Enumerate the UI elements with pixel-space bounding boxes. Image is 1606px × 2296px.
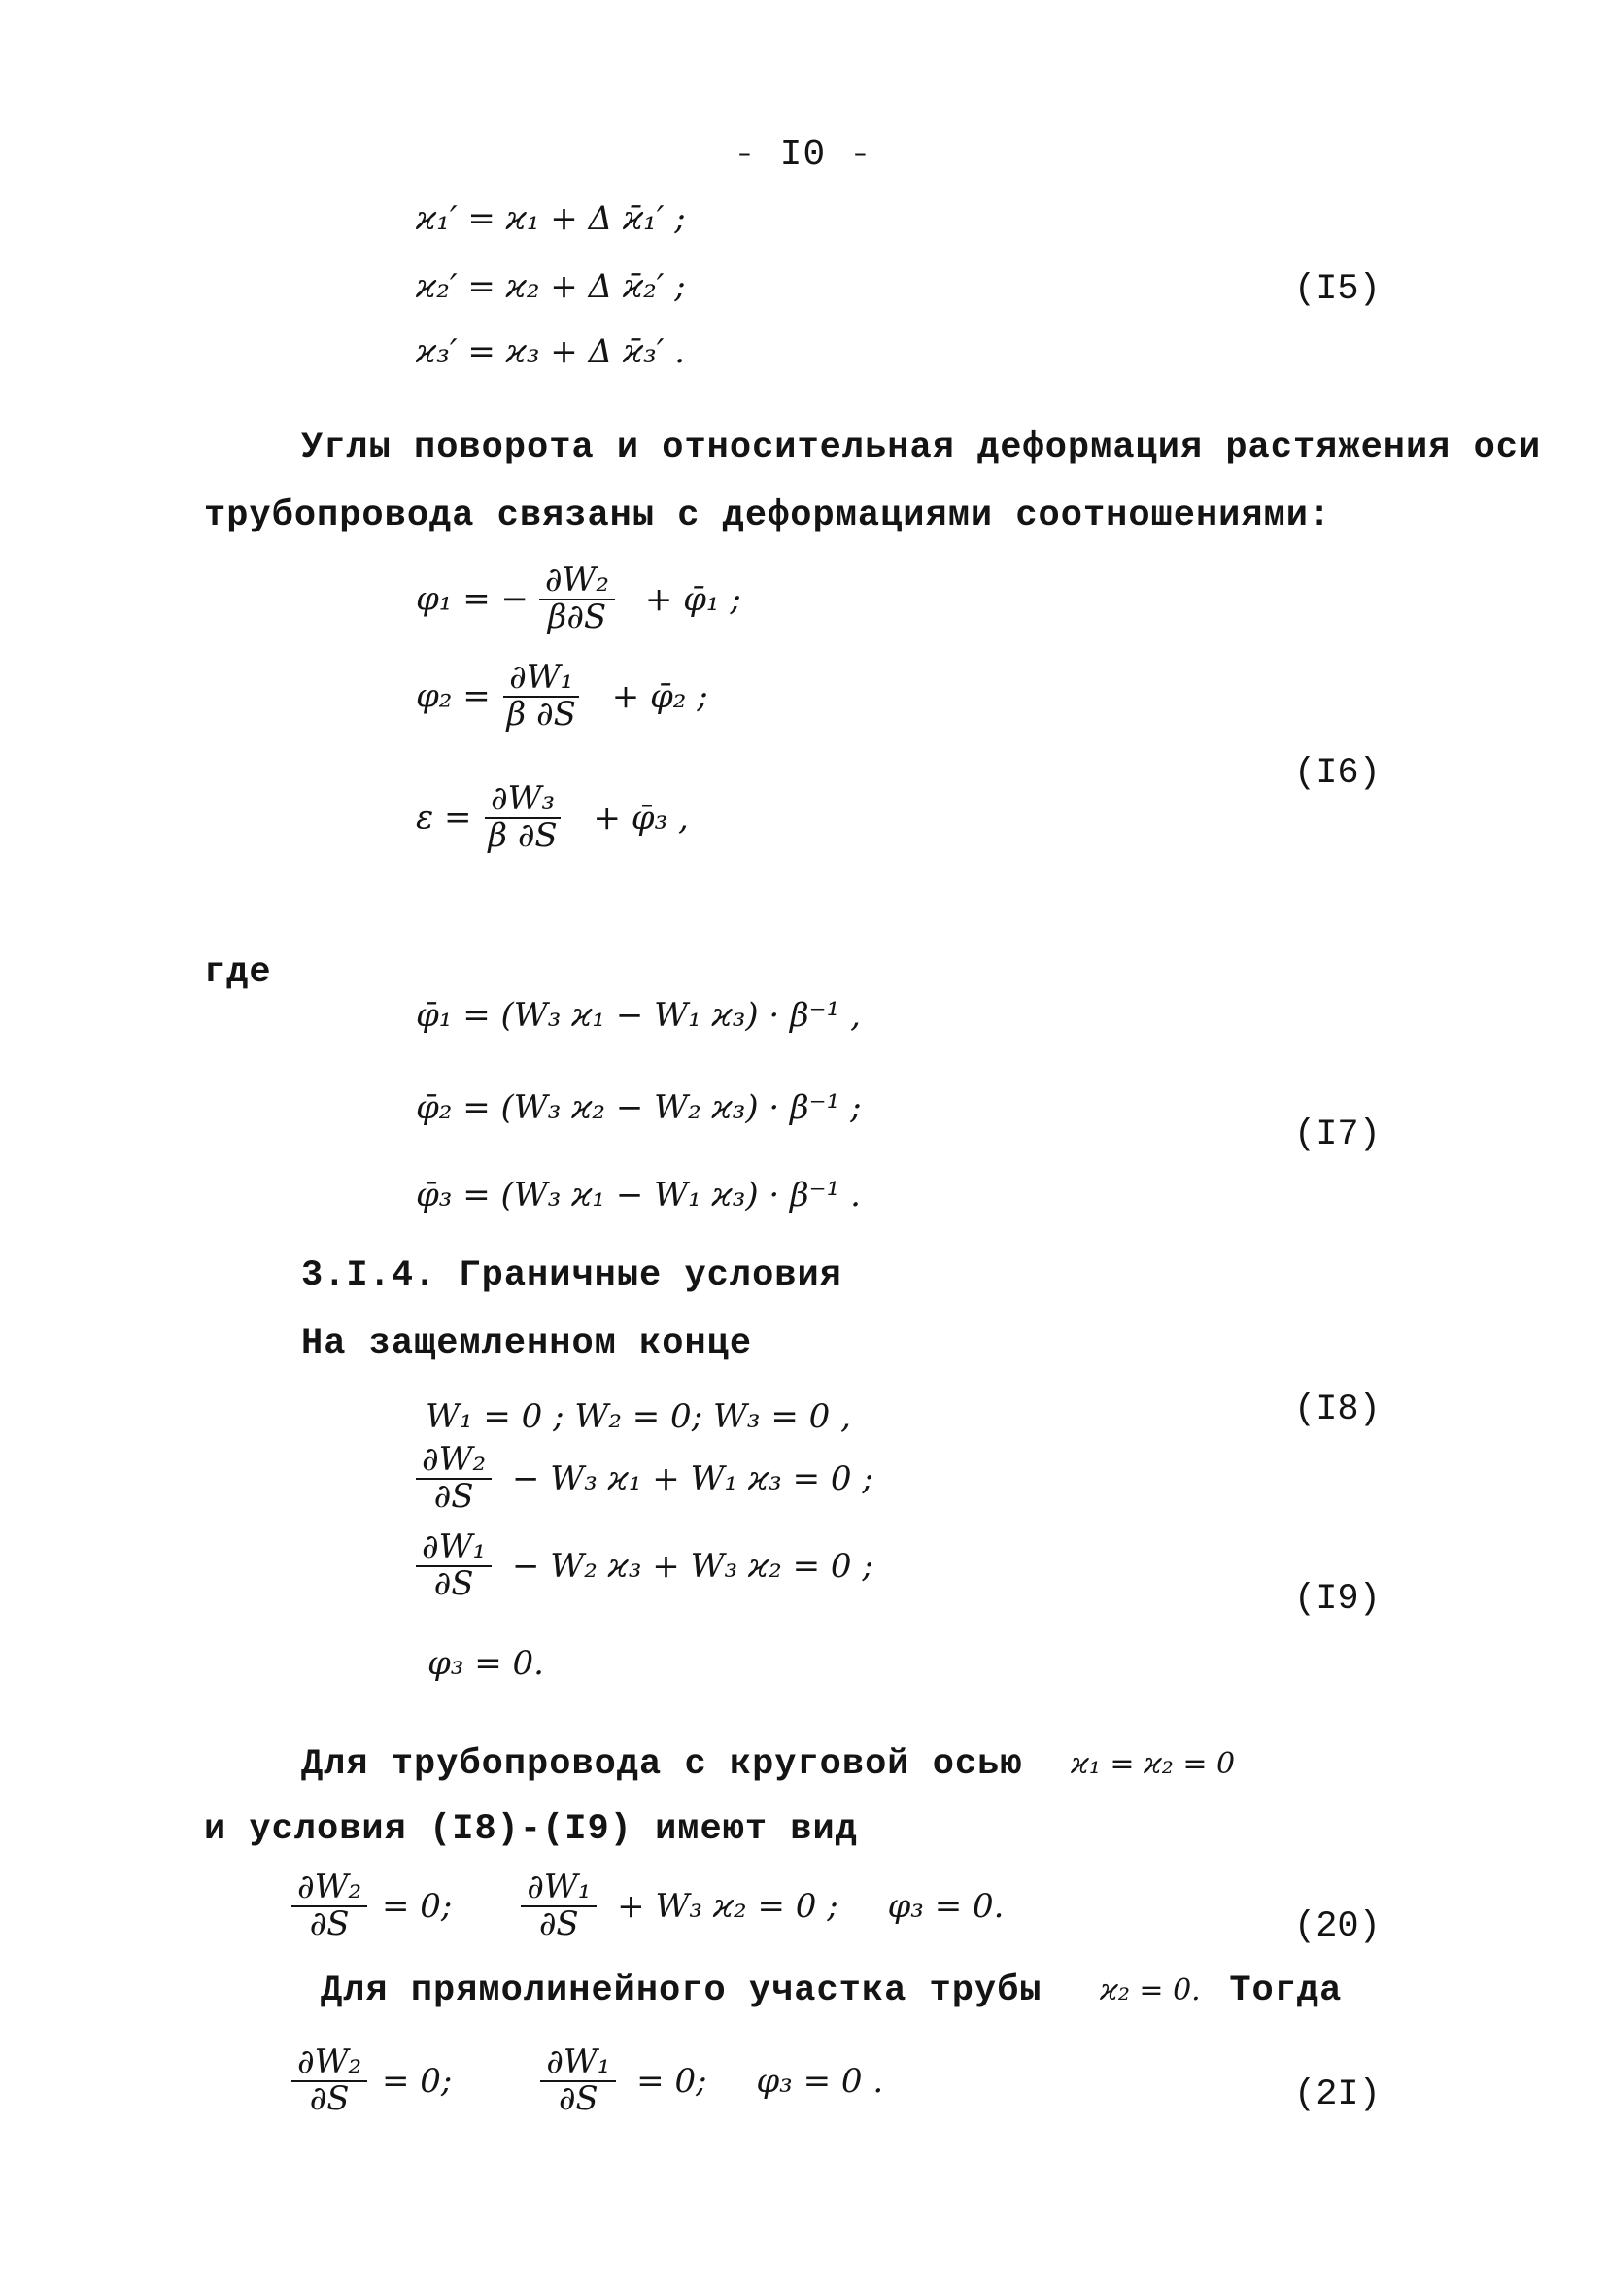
fraction xyxy=(521,1870,597,1941)
inline-math: ϰ₁ = ϰ₂ = 0 xyxy=(1071,1747,1236,1781)
fraction xyxy=(539,561,615,636)
equation-19-line-3: φ₃ = 0. xyxy=(427,1644,544,1683)
equation-17-line-3: φ̄₃ = (W₃ ϰ₁ − W₁ ϰ₃) · β⁻¹ . xyxy=(416,1176,861,1215)
section-heading: 3.I.4. Граничные условия xyxy=(301,1255,842,1296)
equation-20 xyxy=(291,1870,1004,1941)
numerator: ∂W₂ xyxy=(291,2045,367,2082)
numerator: ∂W₁ xyxy=(416,1530,492,1567)
fraction xyxy=(416,1527,492,1603)
eq16-lhs: φ₂ = xyxy=(416,676,491,716)
equation-18: W₁ = 0 ; W₂ = 0; W₃ = 0 , xyxy=(426,1397,851,1436)
equation-16-line-3 xyxy=(416,779,689,855)
numerator: ∂W₃ xyxy=(485,782,561,819)
fraction xyxy=(291,2042,367,2118)
numerator: ∂W₂ xyxy=(291,1870,367,1907)
equation-15-line-1: ϰ₁′ = ϰ₁ + Δ ϰ̄₁′ ; xyxy=(416,199,686,238)
equation-number-18: (I8) xyxy=(1294,1389,1381,1430)
paragraph-text: Для трубопровода с круговой осью xyxy=(301,1744,1023,1785)
fraction xyxy=(501,658,582,734)
denominator: β ∂S xyxy=(488,815,558,855)
eq21-tail: φ₃ = 0 . xyxy=(756,2061,884,2101)
eq16-lhs: φ₁ = − xyxy=(416,579,530,619)
numerator: ∂W₂ xyxy=(539,564,615,600)
eq20-tail: φ₃ = 0. xyxy=(887,1886,1005,1926)
numerator: ∂W₁ xyxy=(503,661,579,698)
paragraph-conditions: и условия (I8)-(I9) имеют вид xyxy=(204,1809,858,1850)
paragraph-text: Тогда xyxy=(1229,1970,1343,2011)
equation-number-17: (I7) xyxy=(1294,1114,1381,1155)
equation-19-line-2 xyxy=(416,1527,873,1603)
denominator: β∂S xyxy=(547,597,607,636)
denominator: ∂S xyxy=(309,1903,350,1943)
paragraph-line: Углы поворота и относительная деформация растяжения оси xyxy=(301,428,1542,468)
denominator: ∂S xyxy=(309,2078,350,2118)
paragraph-straight-section xyxy=(321,1970,1342,2011)
denominator: ∂S xyxy=(433,1563,474,1603)
clamped-end-text: На защемленном конце xyxy=(301,1323,753,1364)
eq20-rhs-2: + W₃ ϰ₂ = 0 ; xyxy=(617,1886,838,1926)
numerator: ∂W₂ xyxy=(416,1443,492,1480)
equation-15-line-2: ϰ₂′ = ϰ₂ + Δ ϰ̄₂′ ; xyxy=(416,267,686,306)
fraction xyxy=(416,1440,492,1516)
equation-16-line-2 xyxy=(416,658,708,734)
eq19-rhs: − W₂ ϰ₃ + W₃ ϰ₂ = 0 ; xyxy=(511,1546,873,1586)
equation-17-line-1: φ̄₁ = (W₃ ϰ₁ − W₁ ϰ₃) · β⁻¹ , xyxy=(416,996,861,1035)
fraction xyxy=(482,779,563,855)
eq21-rhs-2: = 0; xyxy=(636,2061,707,2101)
equation-16-line-1 xyxy=(416,561,741,636)
numerator: ∂W₁ xyxy=(540,2045,616,2082)
equation-21 xyxy=(291,2042,884,2118)
eq20-rhs-1: = 0; xyxy=(381,1886,453,1926)
paragraph-text: Для прямолинейного участка трубы xyxy=(321,1970,1042,2011)
fraction xyxy=(540,2042,616,2118)
denominator: ∂S xyxy=(538,1903,579,1943)
eq21-rhs-1: = 0; xyxy=(381,2061,453,2101)
equation-number-15: (I5) xyxy=(1294,269,1381,310)
equation-number-21: (2I) xyxy=(1294,2074,1381,2115)
equation-number-16: (I6) xyxy=(1294,753,1381,794)
where-label: где xyxy=(204,952,272,993)
equation-19-line-1 xyxy=(416,1440,873,1516)
equation-17-line-2: φ̄₂ = (W₃ ϰ₂ − W₂ ϰ₃) · β⁻¹ ; xyxy=(416,1088,862,1127)
eq16-rhs: + φ̄₃ , xyxy=(593,798,689,838)
equation-number-19: (I9) xyxy=(1294,1579,1381,1620)
eq19-rhs: − W₃ ϰ₁ + W₁ ϰ₃ = 0 ; xyxy=(511,1458,873,1498)
denominator: ∂S xyxy=(433,1476,474,1516)
equation-number-20: (20) xyxy=(1294,1906,1381,1947)
numerator: ∂W₁ xyxy=(521,1870,597,1907)
eq16-rhs: + φ̄₁ ; xyxy=(644,579,741,619)
paragraph-line: трубопровода связаны с деформациями соотношениями: xyxy=(204,496,1332,536)
paragraph-circular-axis xyxy=(301,1744,1235,1785)
eq16-rhs: + φ̄₂ ; xyxy=(611,676,708,716)
eq16-lhs: ε = xyxy=(416,798,472,838)
denominator: ∂S xyxy=(558,2078,598,2118)
fraction xyxy=(291,1870,367,1941)
page-number: - I0 - xyxy=(734,134,872,176)
inline-math: ϰ₂ = 0. xyxy=(1100,1973,1201,2007)
denominator: β ∂S xyxy=(506,694,576,734)
equation-15-line-3: ϰ₃′ = ϰ₃ + Δ ϰ̄₃′ . xyxy=(416,332,686,371)
